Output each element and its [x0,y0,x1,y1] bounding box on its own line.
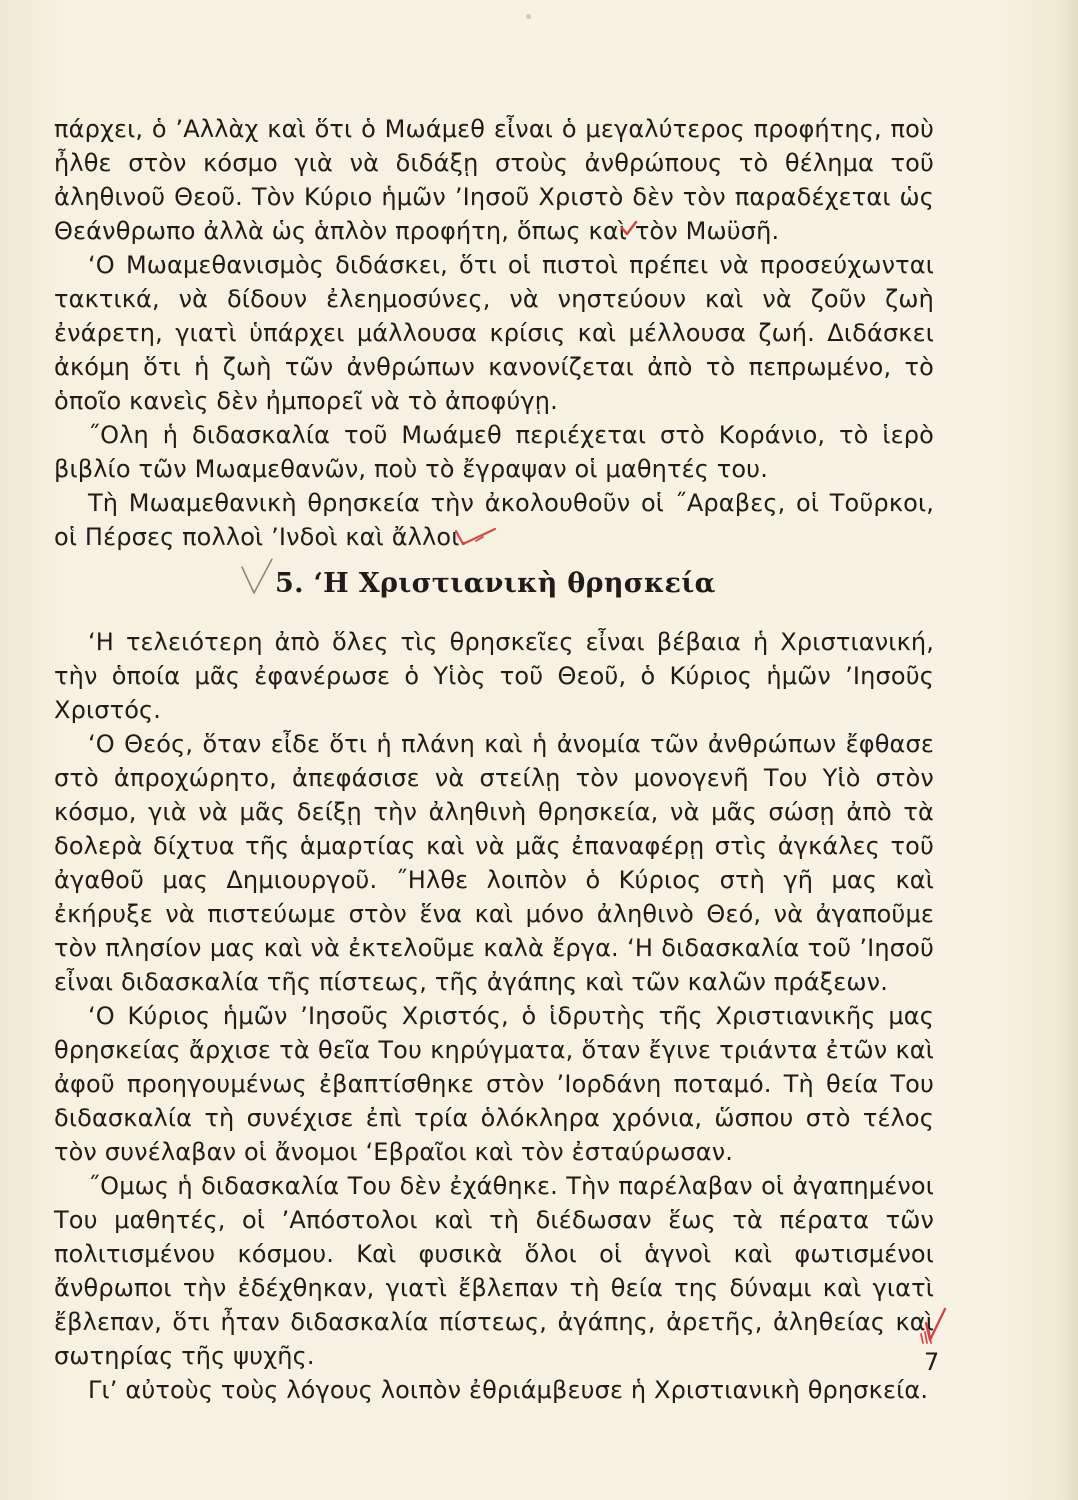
section-paragraph-1: ‘Η τελειότερη ἀπὸ ὅλες τὶς θρησκεῖες εἶναι βέβαια ἡ Χριστιανική, τὴν ὁποία μᾶς ἐφανέρωσε ὁ Υἱὸς τοῦ Θεοῦ, ὁ Κύριος ἡμῶν ’Ιησοῦς Χριστός. [54,628,934,724]
section-heading: 5. ‘Η Χριστιανικὴ θρησκεία [275,568,716,599]
intro-text-block [54,112,934,554]
intro-paragraph-3: ˝Ολη ἡ διδασκαλία τοῦ Μωάμεθ περιέχεται στὸ Κοράνιο, τὸ ἱερὸ βιβλίο τῶν Μωαμεθανῶν, ποὺ τὸ ἔγραψαν οἱ μαθητές του. [54,421,934,483]
section-paragraph-2: ‘Ο Θεός, ὅταν εἶδε ὅτι ἡ πλάνη καὶ ἡ ἀνομία τῶν ἀνθρώπων ἔφθασε στὸ ἀπροχώρητο, ἀπεφάσισε νὰ στείλῃ τὸν μονογενῆ Του Υἱὸ στὸν κόσμο, γιὰ νὰ μᾶς δείξῃ τὴν ἀληθινὴ θρησκεία, νὰ μᾶς σώσῃ ἀπὸ τὰ δολερὰ δίχτυα τῆς ἁμαρτίας καὶ νὰ μᾶς ἐπαναφέρῃ στὶς ἀγκάλες τοῦ ἀγαθοῦ μας Δημιουργοῦ. ˝Ηλθε λοιπὸν ὁ Κύριος στὴ γῆ μας καὶ ἐκήρυξε νὰ πιστεύωμε στὸν ἕνα καὶ μόνο ἀληθινὸ Θεό, νὰ ἀγαποῦμε τὸν πλησίον μας καὶ νὰ ἐκτελοῦμε καλὰ ἔργα. ‘Η διδασκαλία τοῦ ’Ιησοῦ εἶναι διδασκαλία τῆς πίστεως, τῆς ἀγάπης καὶ τῶν καλῶν πράξεων. [54,730,934,996]
intro-paragraph-2: ‘Ο Μωαμεθανισμὸς διδάσκει, ὅτι οἱ πιστοὶ πρέπει νὰ προσεύχωνται τακτικά, νὰ δίδουν ἐλεημοσύνες, νὰ νηστεύουν καὶ νὰ ζοῦν ζωὴ ἐνάρετη, γιατὶ ὑπάρχει μάλλουσα κρίσις καὶ μέλλουσα ζωή. Διδάσκει ἀκόμη ὅτι ἡ ζωὴ τῶν ἀνθρώπων κανονίζεται ἀπὸ τὸ πεπρωμένο, τὸ ὁποῖο κανεὶς δὲν ἠμπορεῖ νὰ τὸ ἀποφύγῃ. [54,251,934,415]
section-paragraph-5: Γι’ αὐτοὺς τοὺς λόγους λοιπὸν ἐθριάμβευσε ἡ Χριστιανικὴ θρησκεία. [88,1376,929,1404]
intro-paragraph-1: πάρχει, ὁ ’Αλλὰχ καὶ ὅτι ὁ Μωάμεθ εἶναι ὁ μεγαλύτερος προφήτης, ποὺ ἦλθε στὸν κόσμο γιὰ νὰ διδάξῃ στοὺς ἀνθρώπους τὸ θέλημα τοῦ ἀληθινοῦ Θεοῦ. Τὸν Κύριο ἡμῶν ’Ιησοῦ Χριστὸ δὲν τὸν παραδέχεται ὡς Θεάνθρωπο ἀλλὰ ὡς ἁπλὸν προφήτη, ὅπως καὶ τὸν Μωϋσῆ. [54,115,934,245]
page-number: 7 [924,1348,940,1376]
pencil-check-mark [240,555,274,597]
section-text-block [54,625,934,1407]
section-paragraph-4: ˝Ομως ἡ διδασκαλία Του δὲν ἐχάθηκε. Τὴν παρέλαβαν οἱ ἀγαπημένοι Του μαθητές, οἱ ’Απόστολοι καὶ τὴ διέδωσαν ἕως τὰ πέρατα τῶν πολιτισμένου κόσμου. Καὶ φυσικὰ ὅλοι οἱ ἁγνοὶ καὶ φωτισμένοι ἄνθρωποι τὴν ἐδέχθηκαν, γιατὶ ἔβλεπαν τὴ θεία της δύναμι καὶ γιατὶ ἔβλεπαν, ὅτι ἦταν διδασκαλία πίστεως, ἀγάπης, ἀρετῆς, ἀληθείας καὶ σωτηρίας τῆς ψυχῆς. [54,1172,934,1370]
paper-speck [526,14,531,19]
intro-paragraph-4: Τὴ Μωαμεθανικὴ θρησκεία τὴν ἀκολουθοῦν οἱ ˝Αραβες, οἱ Τοῦρκοι, οἱ Πέρσες πολλοὶ ’Ινδοὶ καὶ ἄλλοι. [54,489,934,551]
page-edge-shadow [1062,0,1078,1500]
section-paragraph-3: ‘Ο Κύριος ἡμῶν ’Ιησοῦς Χριστός, ὁ ἱδρυτὴς τῆς Χριστιανικῆς μας θρησκείας ἄρχισε τὰ θεῖα Του κηρύγματα, ὅταν ἔγινε τριάντα ἐτῶν καὶ ἀφοῦ προηγουμένως ἐβαπτίσθηκε στὸν ’Ιορδάνη ποταμό. Τὴ θεία Του διδασκαλία τὴ συνέχισε ἐπὶ τρία ὁλόκληρα χρόνια, ὥσπου στὸ τέλος τὸν συνέλαβαν οἱ ἄνομοι ‘Εβραῖοι καὶ τὸν ἐσταύρωσαν. [54,1002,934,1166]
